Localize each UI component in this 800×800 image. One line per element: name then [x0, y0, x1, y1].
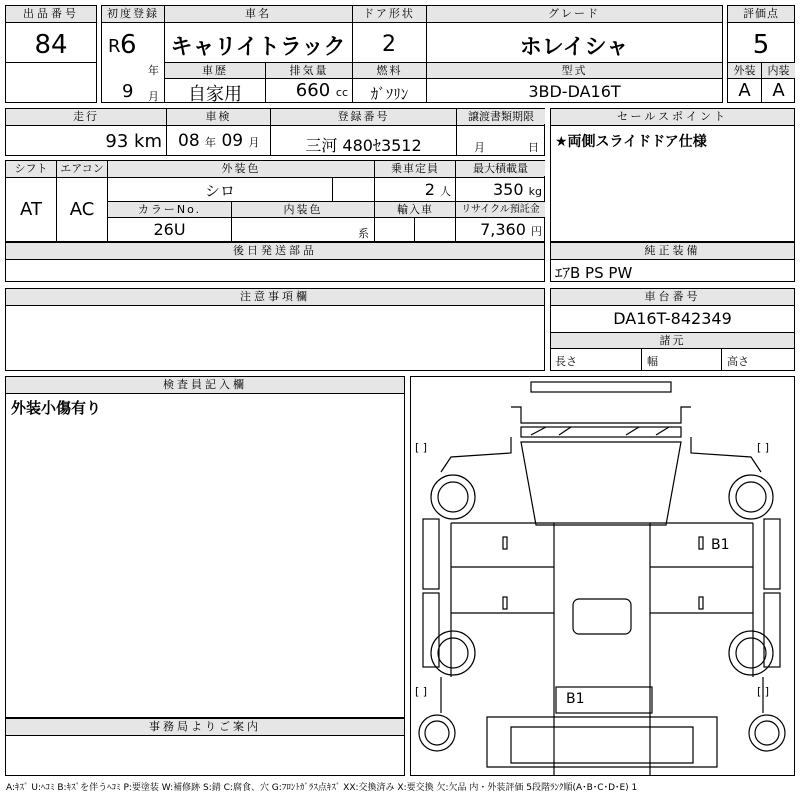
score-value: 5 — [752, 30, 770, 60]
mileage-unit: km — [134, 131, 162, 152]
bracket-right-top: [ ] — [757, 441, 770, 454]
transfer-month: 月 — [474, 141, 485, 154]
mileage-label: 走行 — [6, 109, 166, 124]
max-load-number: 350 — [493, 180, 524, 199]
recycle-unit: 円 — [531, 225, 542, 238]
plate-label: 登録番号 — [271, 109, 456, 124]
legend-text: A:ｷｽﾞ U:ﾍｺﾐ B:ｷｽﾞを伴うﾍｺﾐ P:要塗装 W:補修跡 S:錆 C:腐食、穴 G:ﾌﾛﾝﾄｶﾞﾗｽ点ｷｽﾞ XX:交換済み X:要交換 欠:欠品 内・外装評価 5段階ﾗﾝｸ順(A･B･C･D･E) 1 — [6, 783, 638, 793]
truck-outline-diagram — [411, 377, 794, 775]
history-value: 自家用 — [188, 84, 242, 105]
door-value: 2 — [382, 32, 396, 57]
equipment-value: ｴｱB PS PW — [555, 264, 633, 282]
bracket-left-top: [ ] — [415, 441, 428, 454]
equipment-label: 純正装備 — [551, 243, 794, 260]
dims-width: 幅 — [647, 355, 658, 368]
inspector-value: 外装小傷有り — [11, 399, 102, 417]
bracket-left-bottom: [ ] — [415, 685, 428, 698]
later-parts-box — [5, 242, 545, 282]
chassis-value: DA16T-842349 — [613, 309, 732, 328]
lot-label: 出品番号 — [6, 6, 96, 23]
inspection-year: 08 — [178, 131, 200, 151]
mileage-value — [6, 131, 162, 152]
color-no-value: 26U — [153, 220, 186, 239]
dims-length: 長さ — [555, 355, 577, 368]
inspector-label: 検査員記入欄 — [6, 377, 404, 394]
model-label: 型式 — [427, 63, 722, 78]
car-name-label: 車名 — [164, 6, 352, 21]
lot-box — [5, 5, 97, 103]
car-name-value: キャリイトラック — [170, 35, 346, 60]
equipment-box — [550, 242, 795, 282]
notes-label: 注意事項欄 — [6, 289, 544, 306]
transfer-day: 日 — [528, 141, 539, 154]
lot-value: 84 — [34, 30, 68, 60]
ext-color-label: 外装色 — [108, 161, 374, 176]
inspection-month-unit: 月 — [248, 136, 260, 149]
first-reg-label: 初度登録 — [102, 6, 164, 21]
recycle-label: リサイクル預託金 — [456, 202, 545, 217]
int-color-label: 内装色 — [232, 202, 374, 217]
damage-mark-side: B1 — [711, 537, 730, 553]
dims-height: 高さ — [727, 355, 749, 368]
vehicle-info-block — [5, 108, 545, 156]
fuel-label: 燃料 — [353, 63, 426, 78]
capacity-value — [375, 180, 451, 199]
bracket-right-bottom: [ ] — [757, 685, 770, 698]
recycle-value — [456, 220, 542, 239]
plate-value: 三河 480ｾ3512 — [305, 136, 422, 155]
top-info-block — [101, 5, 723, 103]
shift-label: シフト — [6, 161, 56, 176]
inspection-value — [178, 131, 260, 151]
model-value: 3BD-DA16T — [528, 82, 621, 101]
grade-label: グレード — [426, 6, 722, 21]
displacement-number: 660 — [295, 80, 331, 101]
max-load-value — [456, 180, 542, 199]
capacity-label: 乗車定員 — [375, 161, 455, 176]
transfer-label: 譲渡書類期限 — [457, 109, 545, 124]
reg-month: 9 — [122, 81, 134, 102]
reg-year: 6 — [120, 30, 137, 60]
fuel-value: ｶﾞｿﾘﾝ — [370, 85, 409, 103]
inspection-year-unit: 年 — [205, 136, 217, 149]
damage-mark-rear: B1 — [566, 691, 585, 707]
vehicle-diagram — [410, 376, 795, 776]
ext-score-value: A — [738, 80, 751, 101]
reg-month-unit: 月 — [148, 90, 159, 103]
displacement-unit: cc — [335, 86, 348, 99]
later-parts-label: 後日発送部品 — [6, 243, 544, 260]
chassis-box — [550, 288, 795, 371]
dims-label: 諸元 — [551, 333, 794, 348]
ext-color-value: シロ — [204, 182, 235, 200]
color-no-label: カラーNo. — [108, 202, 231, 217]
displacement-label: 排気量 — [266, 63, 352, 78]
max-load-unit: kg — [528, 185, 542, 198]
capacity-unit: 人 — [440, 185, 451, 198]
score-label: 評価点 — [728, 6, 794, 23]
inspection-label: 車検 — [167, 109, 270, 124]
score-box — [727, 5, 795, 103]
office-box — [5, 718, 405, 776]
sales-point-label: セールスポイント — [551, 109, 794, 126]
int-score-label: 内装 — [762, 63, 795, 78]
sales-point-box — [550, 108, 795, 242]
door-label: ドア形状 — [352, 6, 426, 21]
era: R — [108, 36, 121, 57]
inspection-month: 09 — [221, 131, 244, 151]
notes-box — [5, 288, 545, 371]
sales-point-value: ★両側スライドドア仕様 — [555, 134, 707, 150]
inspector-box — [5, 376, 405, 718]
grade-value: ホレイシャ — [519, 35, 629, 60]
int-color-unit: 系 — [358, 227, 369, 240]
mileage-number: 93 — [105, 131, 129, 152]
spec-block — [5, 160, 545, 242]
shift-value: AT — [20, 199, 42, 220]
max-load-label: 最大積載量 — [456, 161, 545, 176]
reg-year-unit: 年 — [148, 64, 159, 77]
aircon-value: AC — [69, 199, 95, 220]
ext-score-label: 外装 — [728, 63, 761, 78]
chassis-label: 車台番号 — [551, 289, 794, 306]
import-label: 輸入車 — [375, 202, 455, 217]
aircon-label: エアコン — [57, 161, 107, 176]
displacement-value — [266, 80, 348, 101]
capacity-number: 2 — [424, 180, 435, 199]
history-label: 車歴 — [165, 63, 265, 78]
int-score-value: A — [772, 80, 785, 101]
recycle-number: 7,360 — [480, 220, 526, 239]
office-label: 事務局よりご案内 — [6, 719, 404, 736]
